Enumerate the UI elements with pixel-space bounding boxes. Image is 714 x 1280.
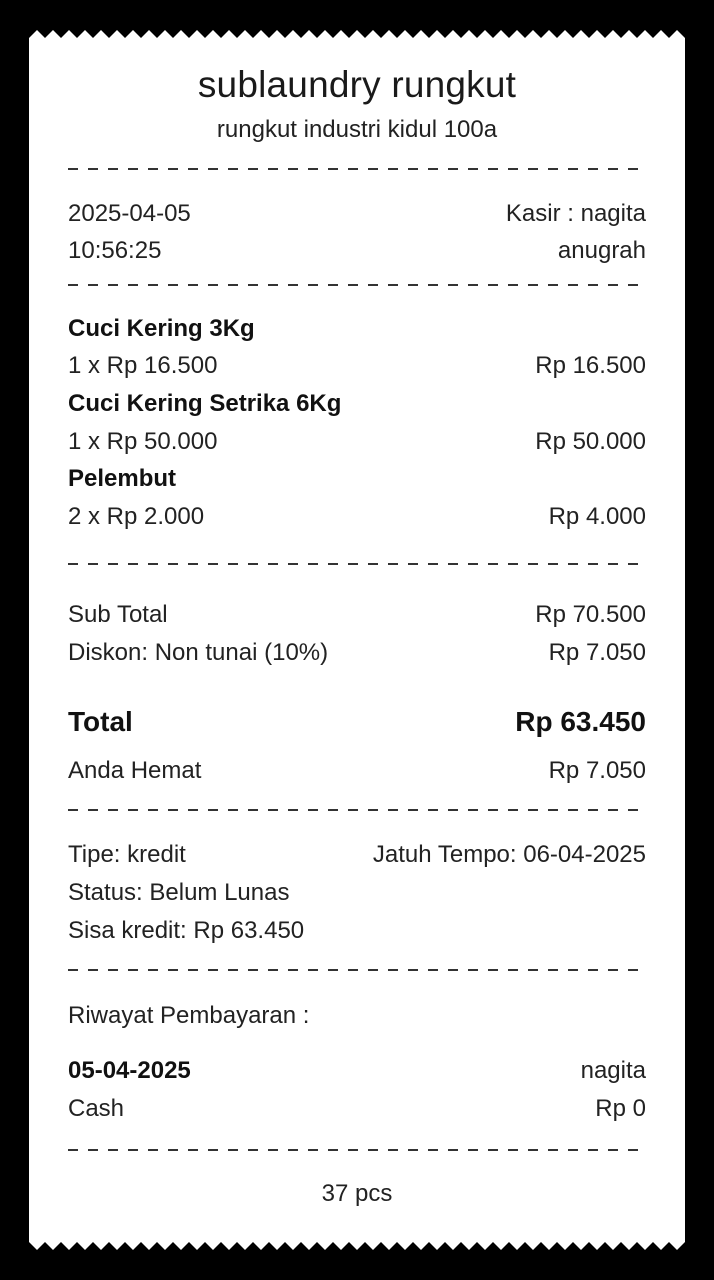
total-value: Rp 63.450	[515, 706, 646, 737]
item-name: Cuci Kering 3Kg	[68, 315, 255, 342]
item-qty-price: 1 x Rp 16.500	[68, 352, 218, 379]
saving-value: Rp 7.050	[548, 757, 646, 784]
discount-label: Diskon: Non tunai (10%)	[68, 639, 329, 666]
item-name: Cuci Kering Setrika 6Kg	[68, 390, 342, 417]
history-amount: Rp 0	[595, 1095, 646, 1122]
saving-label: Anda Hemat	[68, 757, 202, 784]
payment-status: Status: Belum Lunas	[68, 879, 290, 906]
store-name: sublaundry rungkut	[197, 64, 517, 105]
history-by: nagita	[580, 1057, 646, 1084]
receipt-top-edge	[29, 30, 685, 44]
transaction-time: 10:56:25	[68, 237, 162, 264]
total-row	[68, 705, 646, 739]
history-entry-row	[68, 1056, 646, 1086]
receipt-paper	[29, 30, 685, 1250]
history-date: 05-04-2025	[68, 1057, 191, 1084]
item-subtotal: Rp 16.500	[535, 352, 646, 379]
subtotal-row	[68, 600, 646, 630]
history-entry-row	[68, 1094, 646, 1124]
item-subtotal: Rp 50.000	[535, 428, 646, 455]
item-subtotal: Rp 4.000	[548, 503, 646, 530]
item-name: Pelembut	[68, 465, 177, 492]
discount-value: Rp 7.050	[548, 639, 646, 666]
date-cashier-row	[68, 199, 646, 229]
history-method: Cash	[68, 1095, 125, 1122]
divider	[68, 809, 646, 811]
item-row	[68, 427, 646, 457]
total-label: Total	[68, 706, 133, 737]
divider	[68, 168, 646, 170]
cashier-label: Kasir : nagita	[505, 200, 646, 227]
store-address: rungkut industri kidul 100a	[216, 116, 498, 143]
item-row	[68, 351, 646, 381]
due-date: Jatuh Tempo: 06-04-2025	[372, 841, 646, 868]
subtotal-value: Rp 70.500	[535, 601, 646, 628]
divider	[68, 284, 646, 286]
subtotal-label: Sub Total	[68, 601, 168, 628]
payment-type-row	[68, 840, 646, 870]
saving-row	[68, 756, 646, 786]
history-title: Riwayat Pembayaran :	[68, 1002, 310, 1029]
cashier-name-cont: anugrah	[557, 237, 646, 264]
payment-type: Tipe: kredit	[68, 841, 186, 868]
divider	[68, 1149, 646, 1151]
remaining-credit: Sisa kredit: Rp 63.450	[68, 917, 305, 944]
receipt-bottom-edge	[29, 1236, 685, 1250]
discount-row	[68, 638, 646, 668]
divider	[68, 563, 646, 565]
divider	[68, 969, 646, 971]
item-qty-price: 2 x Rp 2.000	[68, 503, 205, 530]
transaction-date: 2025-04-05	[68, 200, 191, 227]
pieces-count: 37 pcs	[321, 1180, 393, 1207]
item-row	[68, 502, 646, 532]
time-cashier-row	[68, 236, 646, 266]
item-qty-price: 1 x Rp 50.000	[68, 428, 218, 455]
